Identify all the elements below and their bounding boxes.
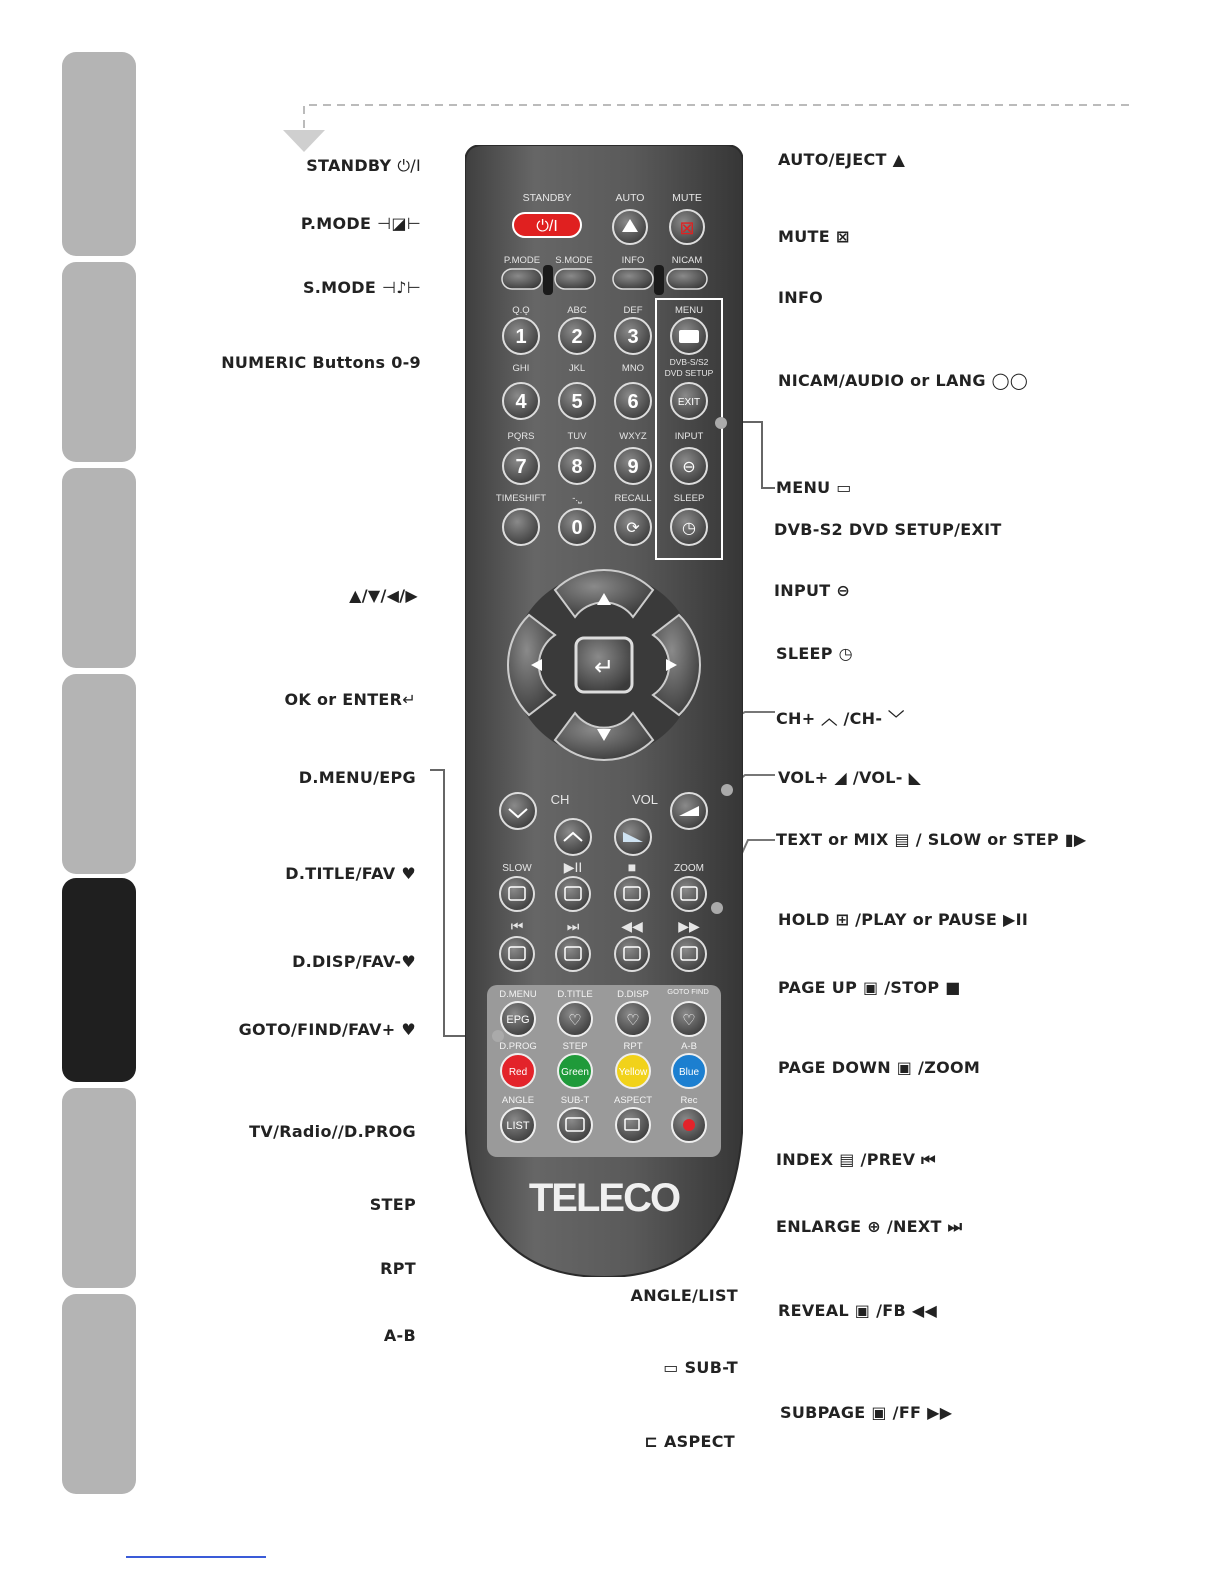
svg-text:7: 7 [515,456,527,478]
svg-text:PQRS: PQRS [507,431,535,442]
label-angle: ANGLE/LIST [630,1286,738,1305]
svg-text:ABC: ABC [567,305,587,316]
remote-control [465,145,743,1277]
svg-text:SUB-T: SUB-T [560,1095,590,1106]
svg-text:WXYZ: WXYZ [619,431,647,442]
label-input: INPUT ⊖ [774,581,851,600]
svg-text:4: 4 [515,391,527,413]
svg-text:Red: Red [508,1067,528,1078]
label-rpt: RPT [380,1259,416,1278]
svg-text:RECALL: RECALL [614,493,652,504]
svg-text:DVD SETUP: DVD SETUP [664,368,714,378]
label-dtitle: D.TITLE/FAV ♥ [285,864,416,883]
svg-text:INFO: INFO [621,255,645,266]
svg-text:⏻/I: ⏻/I [536,218,558,235]
svg-text:STEP: STEP [562,1041,588,1052]
svg-text:ZOOM: ZOOM [674,863,704,874]
svg-text:GOTO FIND: GOTO FIND [667,987,709,996]
svg-text:◀◀: ◀◀ [621,918,643,934]
svg-text:MENU: MENU [675,305,703,316]
label-vol: VOL+ ◢ /VOL- ◣ [778,768,922,787]
svg-text:Rec: Rec [680,1095,698,1106]
svg-text:Yellow: Yellow [618,1067,648,1078]
svg-text:Green: Green [561,1067,589,1078]
label-standby: STANDBY ⏻/I [306,156,421,175]
svg-text:TUV: TUV [567,431,587,442]
svg-text:RPT: RPT [623,1041,643,1052]
brand-logo: TELECO [528,1176,680,1220]
svg-text:SLEEP: SLEEP [673,493,705,504]
remote-label-auto: AUTO [615,192,645,204]
svg-text:⏮: ⏮ [510,918,524,934]
svg-text:Blue: Blue [678,1067,700,1078]
svg-text:Q.Ǫ: Q.Ǫ [512,305,530,316]
svg-text:9: 9 [627,456,639,478]
label-subt: ▭ SUB-T [663,1358,738,1377]
label-mute: MUTE ⊠ [778,227,850,246]
label-tvradio: TV/Radio//D.PROG [249,1122,416,1141]
svg-text:MNO: MNO [621,363,645,374]
label-menu: MENU ▭ [776,478,852,497]
label-ddisp: D.DISP/FAV-♥ [292,952,416,971]
label-pmode: P.MODE ⊣◪⊢ [300,214,421,233]
svg-text:♡: ♡ [626,1012,640,1029]
svg-text:LIST: LIST [506,1120,530,1132]
remote-label-mute: MUTE [672,192,702,204]
svg-text:♡: ♡ [568,1012,582,1029]
svg-text:EPG: EPG [506,1014,530,1026]
footer-line [126,1556,266,1558]
svg-text:⊖: ⊖ [682,459,696,476]
remote-label-standby: STANDBY [522,192,572,204]
svg-text:■: ■ [627,859,637,875]
svg-text:CH: CH [550,792,570,807]
label-pagedown: PAGE DOWN ▣ /ZOOM [778,1058,981,1077]
svg-text:2: 2 [571,326,583,348]
label-ok: OK or ENTER↵ [284,690,416,709]
label-arrows: ▲/▼/◀/▶ [349,586,418,605]
svg-text:▶II: ▶II [563,859,583,875]
svg-text:◷: ◷ [682,520,696,537]
svg-text:SLOW: SLOW [502,863,532,874]
svg-text:DVB-S/S2: DVB-S/S2 [669,357,709,367]
label-reveal: REVEAL ▣ /FB ◀◀ [778,1301,938,1320]
label-nicam: NICAM/AUDIO or LANG ◯◯ [778,371,1029,390]
label-info: INFO [778,288,824,307]
label-aspect: ⊏ ASPECT [644,1432,735,1451]
svg-text:D.MENU: D.MENU [499,989,537,1000]
svg-text:♡: ♡ [682,1012,696,1029]
label-numeric: NUMERIC Buttons 0-9 [221,353,421,372]
label-dmenu: D.MENU/EPG [298,768,416,787]
label-subpage: SUBPAGE ▣ /FF ▶▶ [780,1403,953,1422]
svg-text:3: 3 [627,326,639,348]
svg-text:NICAM: NICAM [671,255,703,266]
svg-text:↵: ↵ [593,654,615,681]
label-goto: GOTO/FIND/FAV+ ♥ [238,1020,416,1039]
svg-text:P.MODE: P.MODE [503,255,541,266]
svg-text:D.PROG: D.PROG [499,1041,537,1052]
svg-text:EXIT: EXIT [677,397,701,408]
label-dvb: DVB-S2 DVD SETUP/EXIT [774,520,1002,539]
label-index: INDEX ▤ /PREV ⏮ [776,1150,936,1169]
svg-text:D.DISP: D.DISP [617,989,649,1000]
svg-text:INPUT: INPUT [674,431,704,442]
svg-text:5: 5 [571,391,583,413]
label-ab: A-B [383,1326,416,1345]
label-text: TEXT or MIX ▤ / SLOW or STEP ▮▶ [776,830,1087,849]
label-enlarge: ENLARGE ⊕ /NEXT ⏭ [776,1217,963,1236]
svg-text:6: 6 [627,391,639,413]
svg-text:▶▶: ▶▶ [678,918,700,934]
svg-text:1: 1 [515,326,527,348]
svg-text:GHI: GHI [512,363,530,374]
label-hold: HOLD ⊞ /PLAY or PAUSE ▶II [778,910,1029,929]
svg-text:JKL: JKL [568,363,586,374]
svg-text:ANGLE: ANGLE [501,1095,535,1106]
svg-text:⊠: ⊠ [679,218,695,238]
label-sleep: SLEEP ◷ [776,644,853,663]
svg-text:-.⎵: -.⎵ [572,493,582,504]
svg-text:A-B: A-B [681,1041,697,1052]
svg-text:DEF: DEF [623,305,643,316]
svg-text:ASPECT: ASPECT [613,1095,653,1106]
label-ch: CH+ ︿ /CH- ﹀ [776,709,905,728]
label-smode: S.MODE ⊣♪⊢ [302,278,421,297]
label-auto: AUTO/EJECT ▲ [778,150,906,169]
svg-text:TIMESHIFT: TIMESHIFT [495,493,547,504]
svg-text:S.MODE: S.MODE [555,255,593,266]
label-pageup: PAGE UP ▣ /STOP ■ [778,978,961,997]
svg-text:⏭: ⏭ [566,918,580,934]
svg-text:8: 8 [571,456,583,478]
label-step: STEP [369,1195,416,1214]
svg-text:D.TITLE: D.TITLE [557,989,593,1000]
svg-text:VOL: VOL [631,792,659,807]
svg-text:0: 0 [571,517,583,539]
svg-text:⟳: ⟳ [626,520,640,537]
